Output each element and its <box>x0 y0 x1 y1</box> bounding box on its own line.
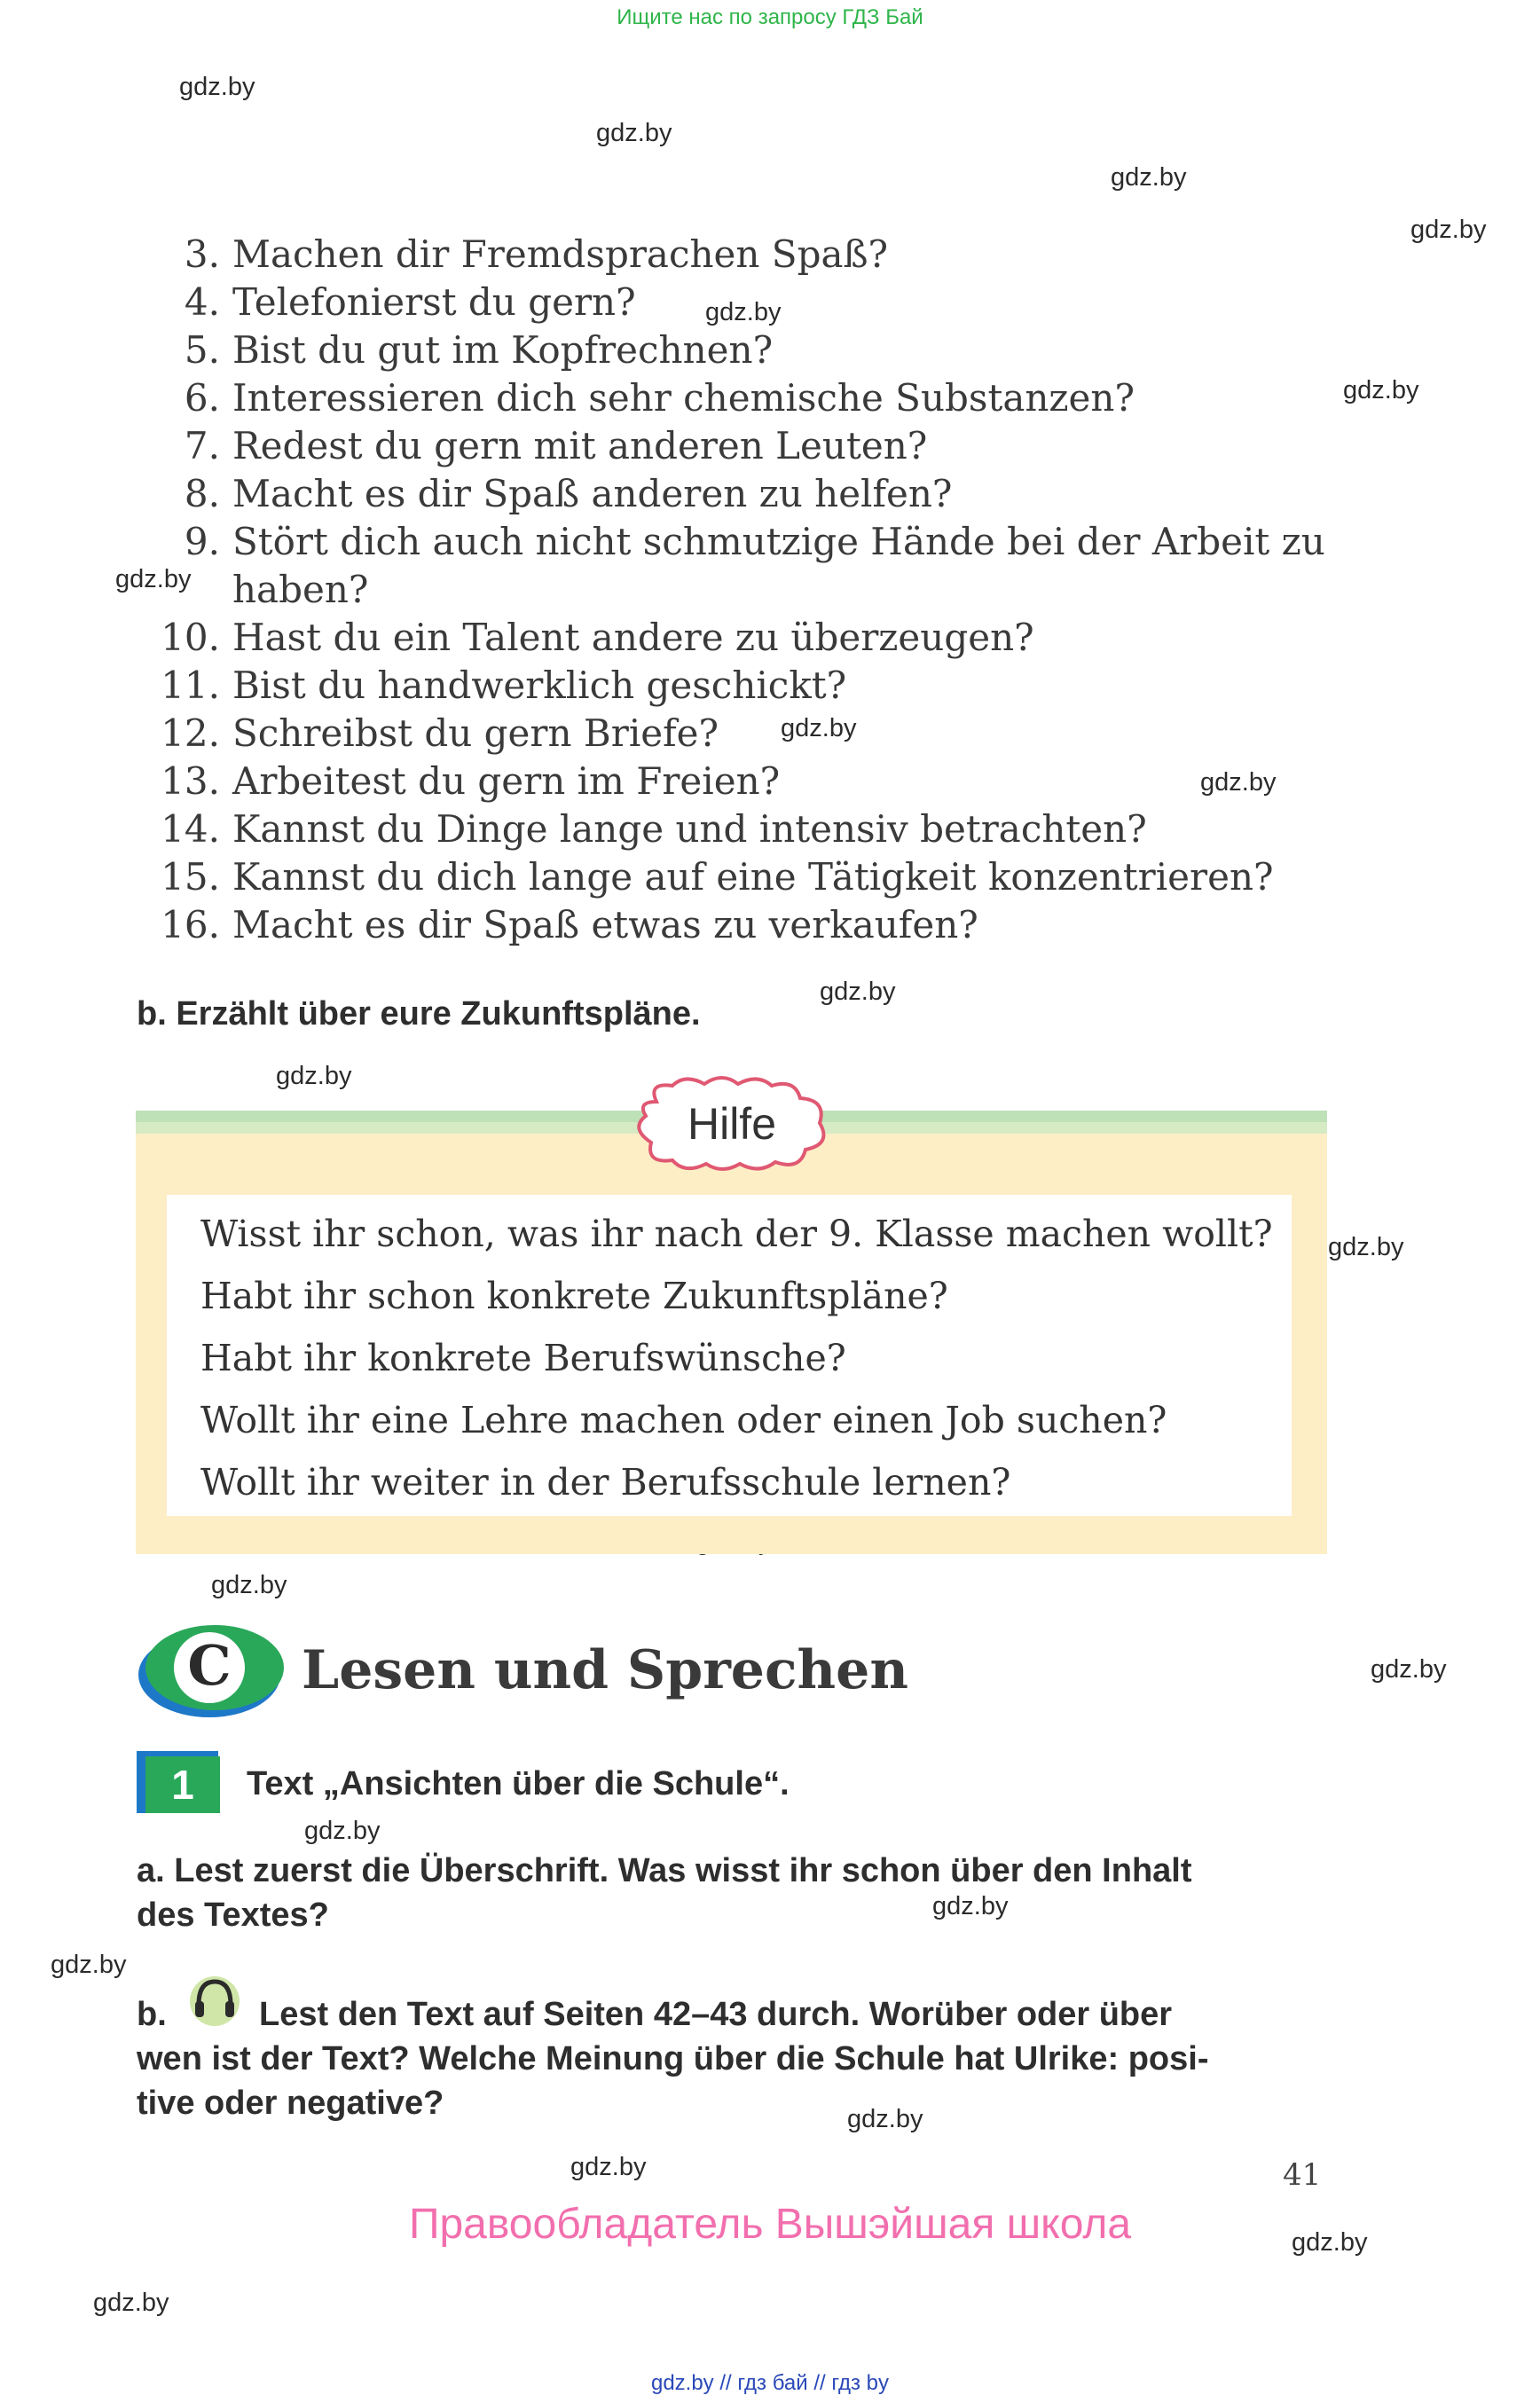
exercise-b-prefix: b. <box>137 1996 167 2033</box>
watermark: gdz.by <box>932 1892 1009 1920</box>
watermark: gdz.by <box>1328 1233 1404 1261</box>
page-number: 41 <box>1283 2157 1322 2193</box>
question-item: 15. Kannst du dich lange auf eine Tätigkeit konzentrieren? <box>161 855 1274 899</box>
watermark: gdz.by <box>211 1571 287 1599</box>
exercise-b-line: wen ist der Text? Welche Meinung über die Schule hat Ulrike: posi- <box>137 2040 1209 2077</box>
top-banner[interactable]: Ищите нас по запросу ГДЗ Бай <box>617 5 923 29</box>
section-title: Lesen und Sprechen <box>302 1639 908 1701</box>
question-item: 16. Macht es dir Spaß etwas zu verkaufen? <box>161 903 978 946</box>
section-letter: C <box>187 1633 232 1698</box>
watermark: gdz.by <box>820 978 896 1006</box>
question-item: 8. Macht es dir Spaß anderen zu helfen? <box>184 472 953 515</box>
watermark: gdz.by <box>596 119 672 147</box>
exercise-a-line: des Textes? <box>137 1896 329 1934</box>
headphones-icon[interactable] <box>188 1971 241 2028</box>
watermark: gdz.by <box>847 2105 923 2133</box>
question-item: 9. Stört dich auch nicht schmutzige Hände bei der Arbeit zu haben? <box>184 520 1325 611</box>
question-item: 3. Machen dir Fremdsprachen Spaß? <box>184 232 889 276</box>
hilfe-line: Wollt ihr weiter in der Berufsschule lernen? <box>200 1461 1011 1504</box>
watermark: gdz.by <box>1343 376 1419 404</box>
footer-links[interactable]: gdz.by // гдз бай // гдз by <box>650 2371 890 2395</box>
watermark: gdz.by <box>93 2289 169 2317</box>
watermark: gdz.by <box>1410 216 1487 244</box>
question-item: 14. Kannst du Dinge lange und intensiv betrachten? <box>161 807 1147 851</box>
exercise-title: Text „Ansichten über die Schule“. <box>247 1765 790 1802</box>
task-b: b. Erzählt über eure Zukunftspläne. <box>137 995 701 1033</box>
watermark: gdz.by <box>1111 163 1187 192</box>
watermark: gdz.by <box>570 2153 647 2181</box>
question-item: 13. Arbeitest du gern im Freien? <box>161 759 781 803</box>
exercise-b-line: Lest den Text auf Seiten 42–43 durch. Worüber oder über <box>259 1996 1173 2033</box>
question-item: 4. Telefonierst du gern? <box>184 280 636 324</box>
hilfe-title: Hilfe <box>687 1099 777 1149</box>
watermark: gdz.by <box>1371 1655 1447 1684</box>
watermark: gdz.by <box>115 565 192 593</box>
watermark: gdz.by <box>304 1817 381 1845</box>
exercise-b-line: tive oder negative? <box>137 2085 444 2122</box>
watermark: gdz.by <box>179 73 255 101</box>
exercise-a-line: a. Lest zuerst die Überschrift. Was wisst ihr schon über den Inhalt <box>137 1852 1192 1889</box>
question-item: 11. Bist du handwerklich geschickt? <box>161 664 847 707</box>
exercise-number-badge: 1 <box>145 1756 220 1813</box>
watermark: gdz.by <box>276 1062 352 1090</box>
watermark: gdz.by <box>1200 768 1277 797</box>
hilfe-line: Habt ihr konkrete Berufswünsche? <box>200 1337 846 1379</box>
hilfe-line: Wollt ihr eine Lehre machen oder einen Job suchen? <box>200 1399 1167 1441</box>
question-item: 5. Bist du gut im Kopfrechnen? <box>184 328 774 372</box>
question-item: 10. Hast du ein Talent andere zu überzeugen? <box>161 616 1034 659</box>
watermark: gdz.by <box>781 714 857 742</box>
watermark: gdz.by <box>705 298 782 326</box>
hilfe-line: Habt ihr schon konkrete Zukunftspläne? <box>200 1275 948 1317</box>
question-item: 6. Interessieren dich sehr chemische Substanzen? <box>184 376 1135 420</box>
watermark: gdz.by <box>51 1951 127 1979</box>
hilfe-line: Wisst ihr schon, was ihr nach der 9. Klasse machen wollt? <box>200 1213 1273 1255</box>
question-item: 12. Schreibst du gern Briefe? <box>161 711 719 755</box>
question-item: 7. Redest du gern mit anderen Leuten? <box>184 424 928 467</box>
rights-holder: Правообладатель Вышэйшая школа <box>408 2201 1132 2248</box>
watermark: gdz.by <box>1292 2228 1368 2257</box>
